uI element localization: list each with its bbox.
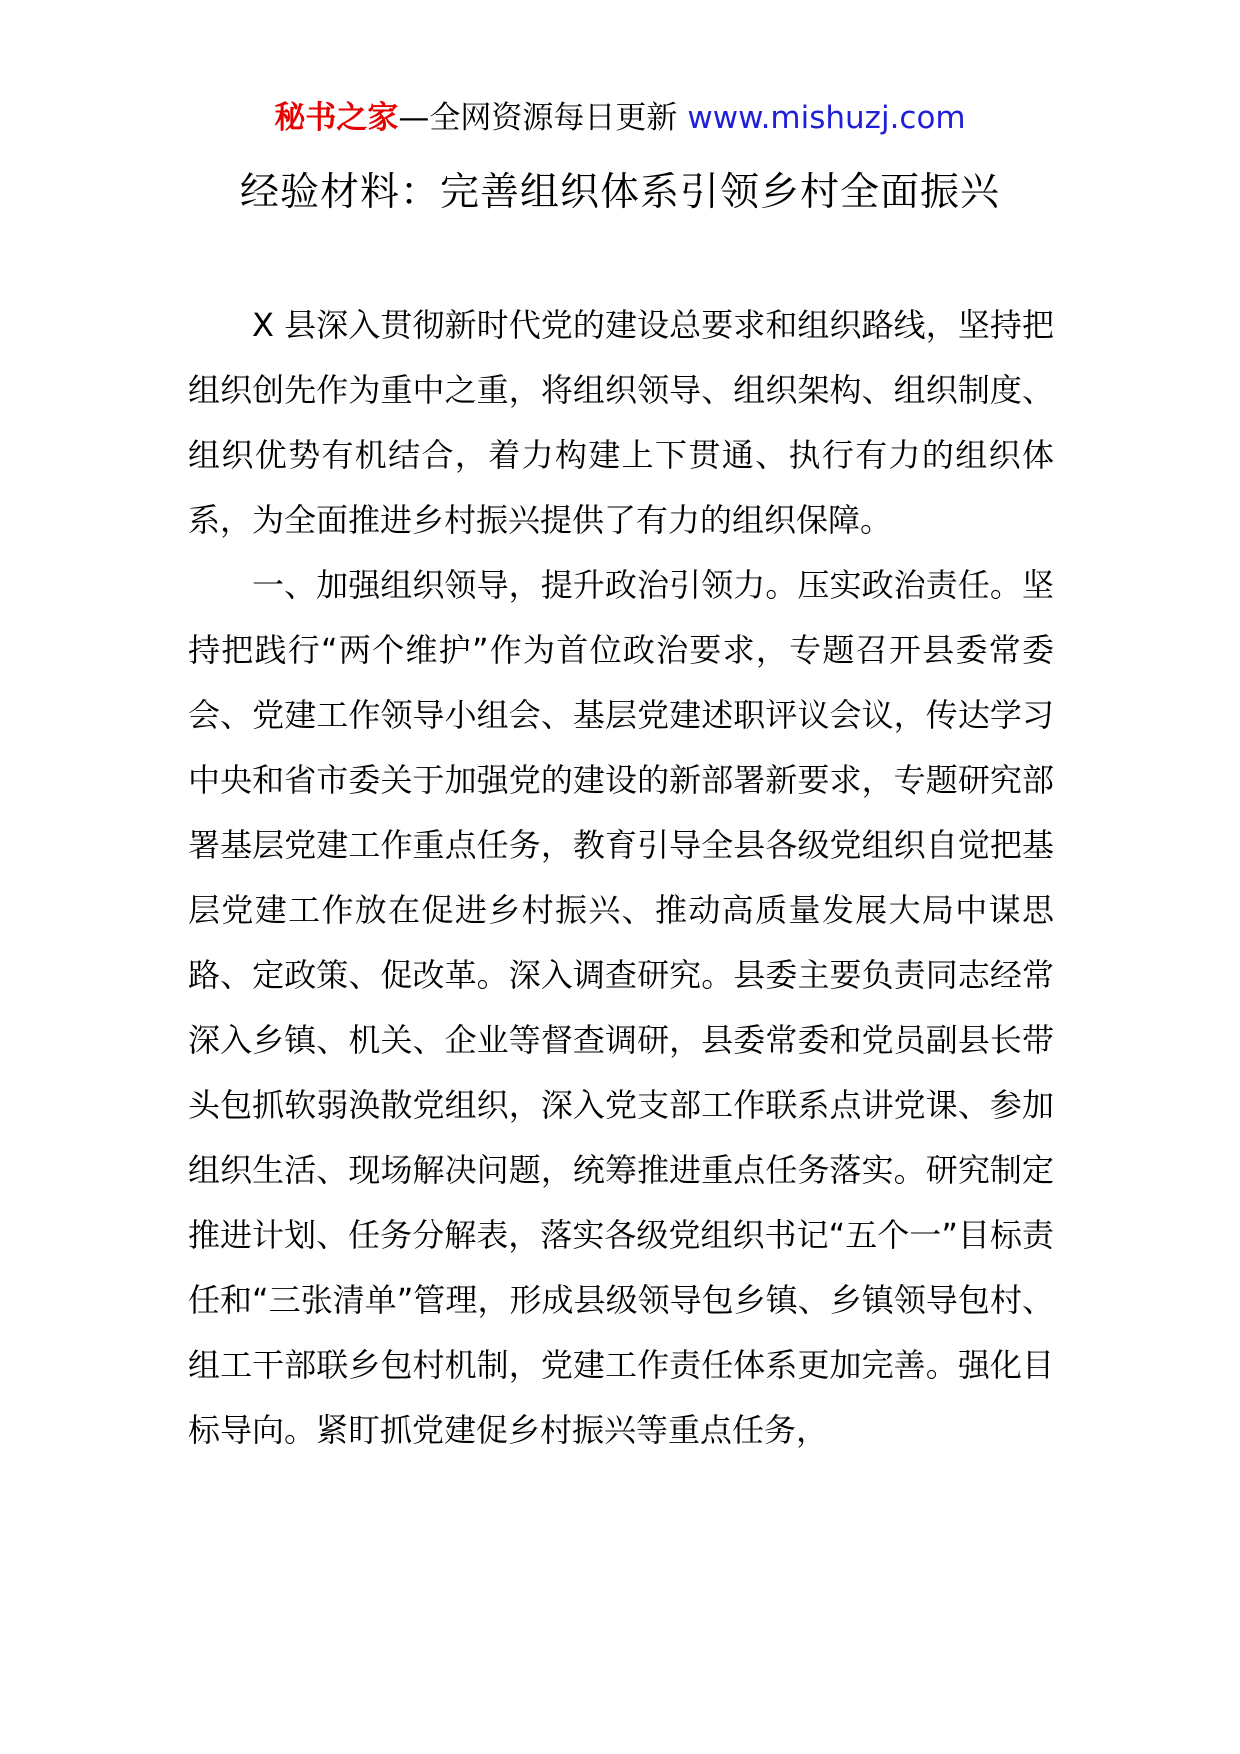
header-tagline: —全网资源每日更新 [398,100,678,136]
document-body [188,293,1054,1463]
document-title: 经验材料：完善组织体系引领乡村全面振兴 [239,170,1000,215]
site-header [0,98,1240,138]
intro-paragraph: X 县深入贯彻新时代党的建设总要求和组织路线，坚持把组织创先作为重中之重，将组织领导、组织架构、组织制度、组织优势有机结合，着力构建上下贯通、执行有力的组织体系，为全面推进乡村振兴提供了有力的组织保障。 [188,306,1054,539]
brand-name: 秘书之家 [274,100,399,136]
site-url-link[interactable]: www.mishuzj.com [687,100,966,136]
section-1-text: 压实政治责任。坚持把践行“两个维护”作为首位政治要求，专题召开县委常委会、党建工作领导小组会、基层党建述职评议会议，传达学习中央和省市委关于加强党的建设的新部署新要求，专题研究部署基层党建工作重点任务，教育引导全县各级党组织自觉把基层党建工作放在促进乡村振兴、推动高质量发展大局中谋思路、定政策、促改革。深入调查研究。县委主要负责同志经常深入乡镇、机关、企业等督查调研，县委常委和党员副县长带头包抓软弱涣散党组织，深入党支部工作联系点讲党课、参加组织生活、现场解决问题，统筹推进重点任务落实。研究制定推进计划、任务分解表，落实各级党组织书记“五个一”目标责任和“三张清单”管理，形成县级领导包乡镇、乡镇领导包村、组工干部联乡包村机制，党建工作责任体系更加完善。强化目标导向。紧盯抓党建促乡村振兴等重点任务， [188,566,1054,1449]
section-1-heading: 一、加强组织领导，提升政治引领力。 [252,566,798,604]
section-1-paragraph [188,553,1054,1463]
